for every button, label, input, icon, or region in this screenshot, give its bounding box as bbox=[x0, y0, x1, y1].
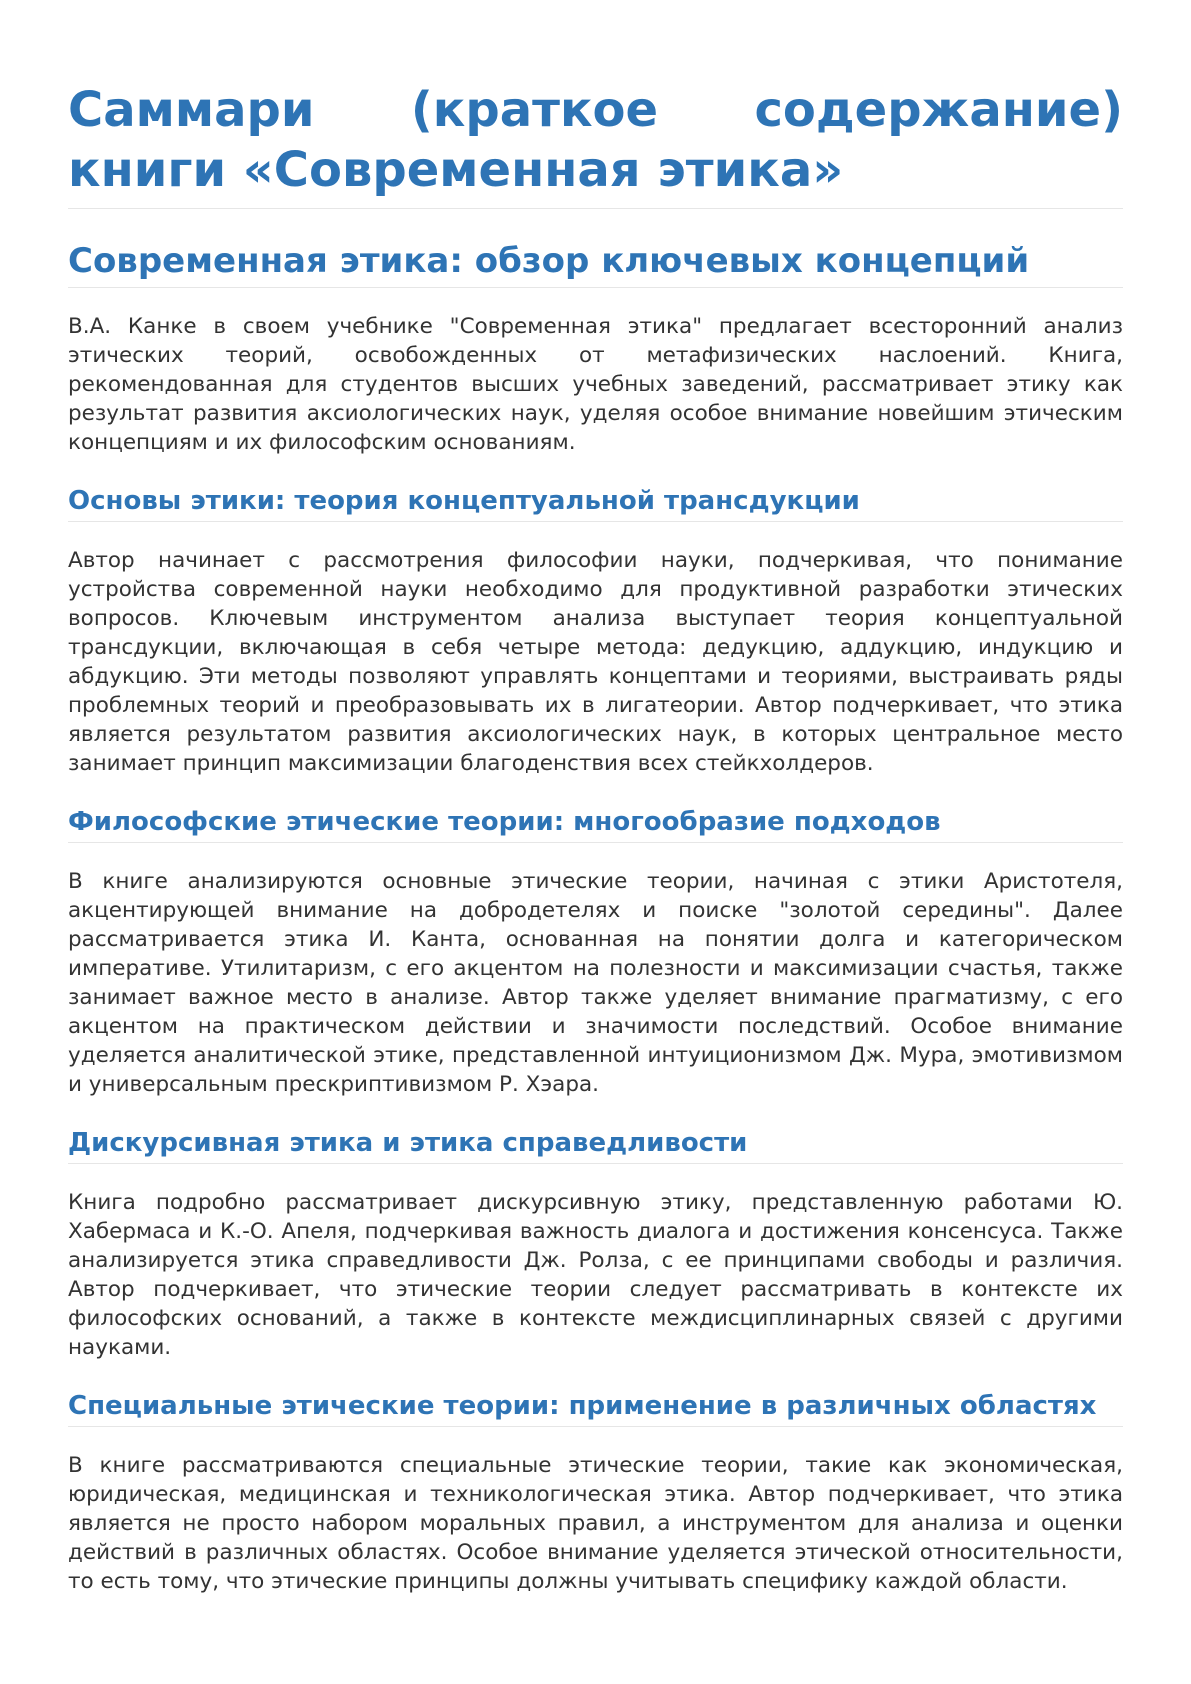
section-text-philosophical-theories: В книге анализируются основные этические теории, начиная с этики Аристотеля, акцентирующей внимание на добродетелях и поиске "золотой середины". Далее рассматривается этика И. Канта, основанная на понятии долга и категорическом императиве. Утилитаризм, с его акцентом на полезности и максимизации счастья, также занимает важное место в анализе. Автор также уделяет внимание прагматизму, с его акцентом на практическом действии и значимости последствий. Особое внимание уделяется аналитической этике, представленной интуиционизмом Дж. Мура, эмотивизмом и универсальным прескриптивизмом Р. Хэара. bbox=[68, 869, 1123, 1097]
section-heading-discourse-ethics: Дискурсивная этика и этика справедливости bbox=[68, 1125, 1123, 1164]
section-heading-foundations: Основы этики: теория концептуальной трансдукции bbox=[68, 483, 1123, 522]
section-text-discourse-ethics: Книга подробно рассматривает дискурсивную этику, представленную работами Ю. Хабермаса и К.-О. Апеля, подчеркивая важность диалога и достижения консенсуса. Также анализируется этика справедливости Дж. Ролза, с ее принципами свободы и различия. Автор подчеркивает, что этические теории следует рассматривать в контексте их философских оснований, а также в контексте междисциплинарных связей с другими науками. bbox=[68, 1190, 1123, 1360]
section-text-special-theories: В книге рассматриваются специальные этические теории, такие как экономическая, юридическая, медицинская и техникологическая этика. Автор подчеркивает, что этика является не просто набором моральных правил, а инструментом для анализа и оценки действий в различных областях. Особое внимание уделяется этической относительности, то есть тому, что этические принципы должны учитывать специфику каждой области. bbox=[68, 1453, 1123, 1594]
intro-paragraph: В.А. Канке в своем учебнике "Современная этика" предлагает всесторонний анализ этических теорий, освобожденных от метафизических наслоений. Книга, рекомендованная для студентов высших учебных заведений, рассматривает этику как результат развития аксиологических наук, уделяя особое внимание новейшим этическим концепциям и их философским основаниям. bbox=[68, 314, 1123, 455]
document-title: Саммари (краткое содержание) книги «Современная этика» bbox=[68, 80, 1123, 209]
section-text-foundations: Автор начинает с рассмотрения философии науки, подчеркивая, что понимание устройства современной науки необходимо для продуктивной разработки этических вопросов. Ключевым инструментом анализа выступает теория концептуальной трансдукции, включающая в себя четыре метода: дедукцию, аддукцию, индукцию и абдукцию. Эти методы позволяют управлять концептами и теориями, выстраивать ряды проблемных теорий и преобразовывать их в лигатеории. Автор подчеркивает, что этика является результатом развития аксиологических наук, в которых центральное место занимает принцип максимизации благоденствия всех стейкхолдеров. bbox=[68, 548, 1123, 776]
section-heading-special-theories: Специальные этические теории: применение в различных областях bbox=[68, 1388, 1123, 1427]
section-heading-philosophical-theories: Философские этические теории: многообразие подходов bbox=[68, 804, 1123, 843]
document-page bbox=[68, 80, 1123, 1596]
main-heading: Современная этика: обзор ключевых концепций bbox=[68, 239, 1123, 288]
